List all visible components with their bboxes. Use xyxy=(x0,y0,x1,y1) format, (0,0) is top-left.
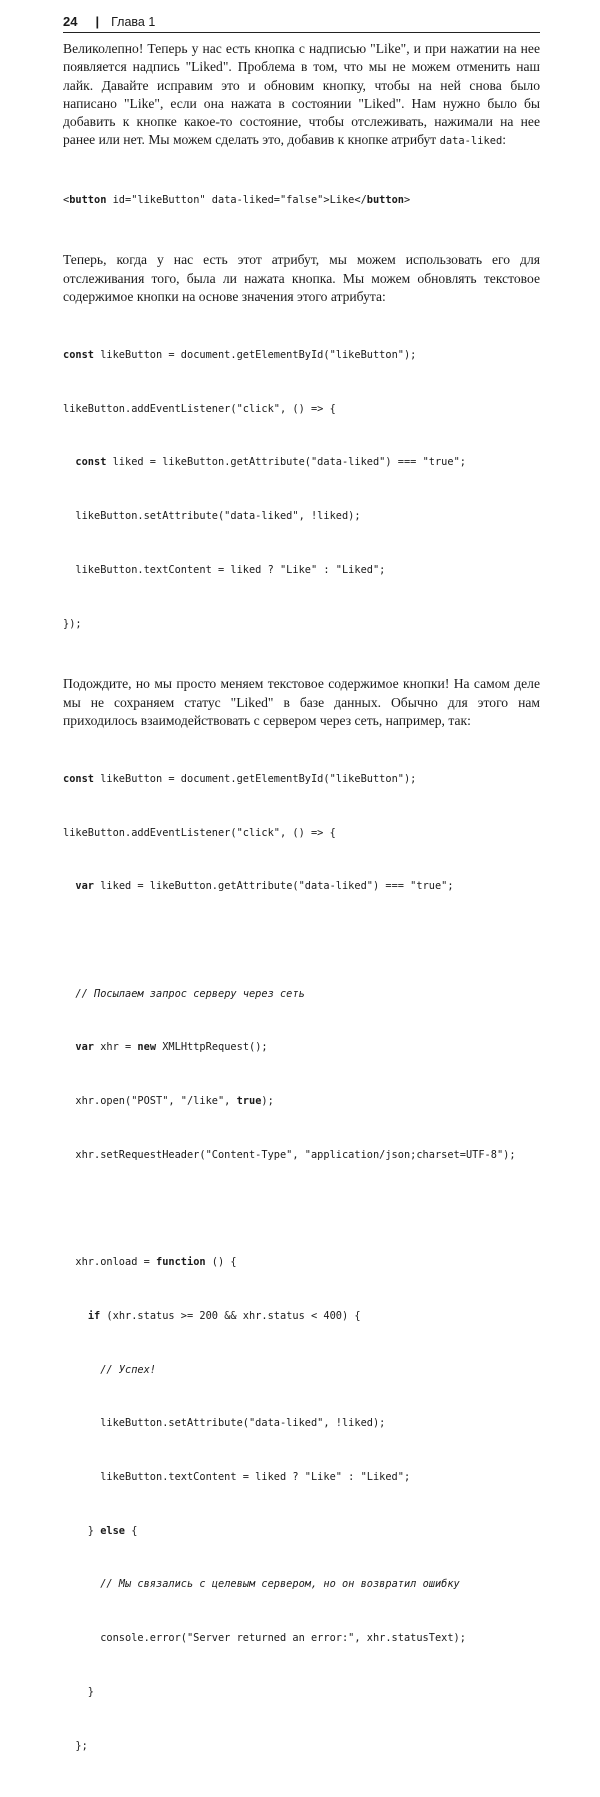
code-line: likeButton.textContent = liked ? "Like" : "Liked"; xyxy=(63,563,386,576)
code-line: likeButton.setAttribute("data-liked", !liked); xyxy=(63,1417,386,1430)
page-number: 24 xyxy=(63,14,78,29)
code-line: likeButton.addEventListener("click", () => { xyxy=(63,402,336,415)
code-line: const liked = likeButton.getAttribute("data-liked") === "true"; xyxy=(75,456,466,469)
code-block-xhr-js xyxy=(63,735,540,1791)
running-header xyxy=(63,14,540,33)
code-line: // Мы связались с целевым сервером, но он возвратил ошибку xyxy=(100,1578,460,1591)
page-body xyxy=(63,40,540,1797)
code-block-button-html xyxy=(63,156,540,246)
code-line: likeButton.textContent = liked ? "Like" : "Liked"; xyxy=(63,1471,411,1484)
header-separator: | xyxy=(95,14,100,29)
paragraph-server: Подождите, но мы просто меняем текстовое содержимое кнопки! На самом деле мы не сохраняем статус "Liked" в базе данных. Обычно для этого нам приходилось взаимодействовать с сервером через сеть, например, так: xyxy=(63,676,540,728)
code-line: likeButton.addEventListener("click", () => { xyxy=(63,826,336,839)
code-line: }); xyxy=(63,617,82,630)
inline-code-data-liked: data-liked xyxy=(439,135,503,148)
code-line: // Успех! xyxy=(100,1363,156,1376)
code-line: } else { xyxy=(63,1524,138,1537)
code-line: var liked = likeButton.getAttribute("data-liked") === "true"; xyxy=(75,880,454,893)
code-line: xhr.setRequestHeader("Content-Type", "application/json;charset=UTF-8"); xyxy=(63,1148,516,1161)
chapter-title: Глава 1 xyxy=(111,15,156,29)
code-line xyxy=(63,932,540,950)
code-line: const likeButton = document.getElementById("likeButton"); xyxy=(63,772,417,785)
code-line: likeButton.setAttribute("data-liked", !liked); xyxy=(63,510,361,523)
code-line: }; xyxy=(63,1739,88,1752)
code-line: xhr.onload = function () { xyxy=(63,1256,237,1269)
code-line: const likeButton = document.getElementById("likeButton"); xyxy=(63,349,417,361)
paragraph-intro-colon: : xyxy=(502,132,506,148)
code-block-toggle-js xyxy=(63,311,540,669)
code-line: } xyxy=(63,1685,94,1698)
code-line: var xhr = new XMLHttpRequest(); xyxy=(75,1041,268,1054)
code-line: if (xhr.status >= 200 && xhr.status < 400) { xyxy=(87,1309,361,1322)
paragraph-attribute: Теперь, когда у нас есть этот атрибут, мы можем использовать его для отслеживания того, была ли нажата кнопка. Мы можем обновлять текстовое содержимое кнопки на основе значения этого атрибута: xyxy=(63,252,540,304)
code-line: xhr.open("POST", "/like", true); xyxy=(63,1095,274,1108)
paragraph-intro xyxy=(63,40,540,151)
code-line: // Посылаем запрос серверу через сеть xyxy=(75,987,305,1000)
paragraph-intro-text: Великолепно! Теперь у нас есть кнопка с надписью "Like", и при нажатии на нее появляется надпись "Liked". Проблема в том, что мы не можем отменить наш лайк. Давайте исправим это и обновим кнопку, чтобы на ней снова было написано "Like", если она нажата в состоянии "Liked". Нам нужно было бы добавить к кнопке какое-то состояние, чтобы отслеживать, нажимали на нее ранее или нет. Мы можем сделать это, добавив к кнопке атрибут xyxy=(63,41,540,148)
code-line: console.error("Server returned an error:", xhr.statusText); xyxy=(63,1632,466,1645)
code-line xyxy=(63,1201,540,1219)
code-line: <button id="likeButton" data-liked="false">Like</button> xyxy=(63,193,411,206)
